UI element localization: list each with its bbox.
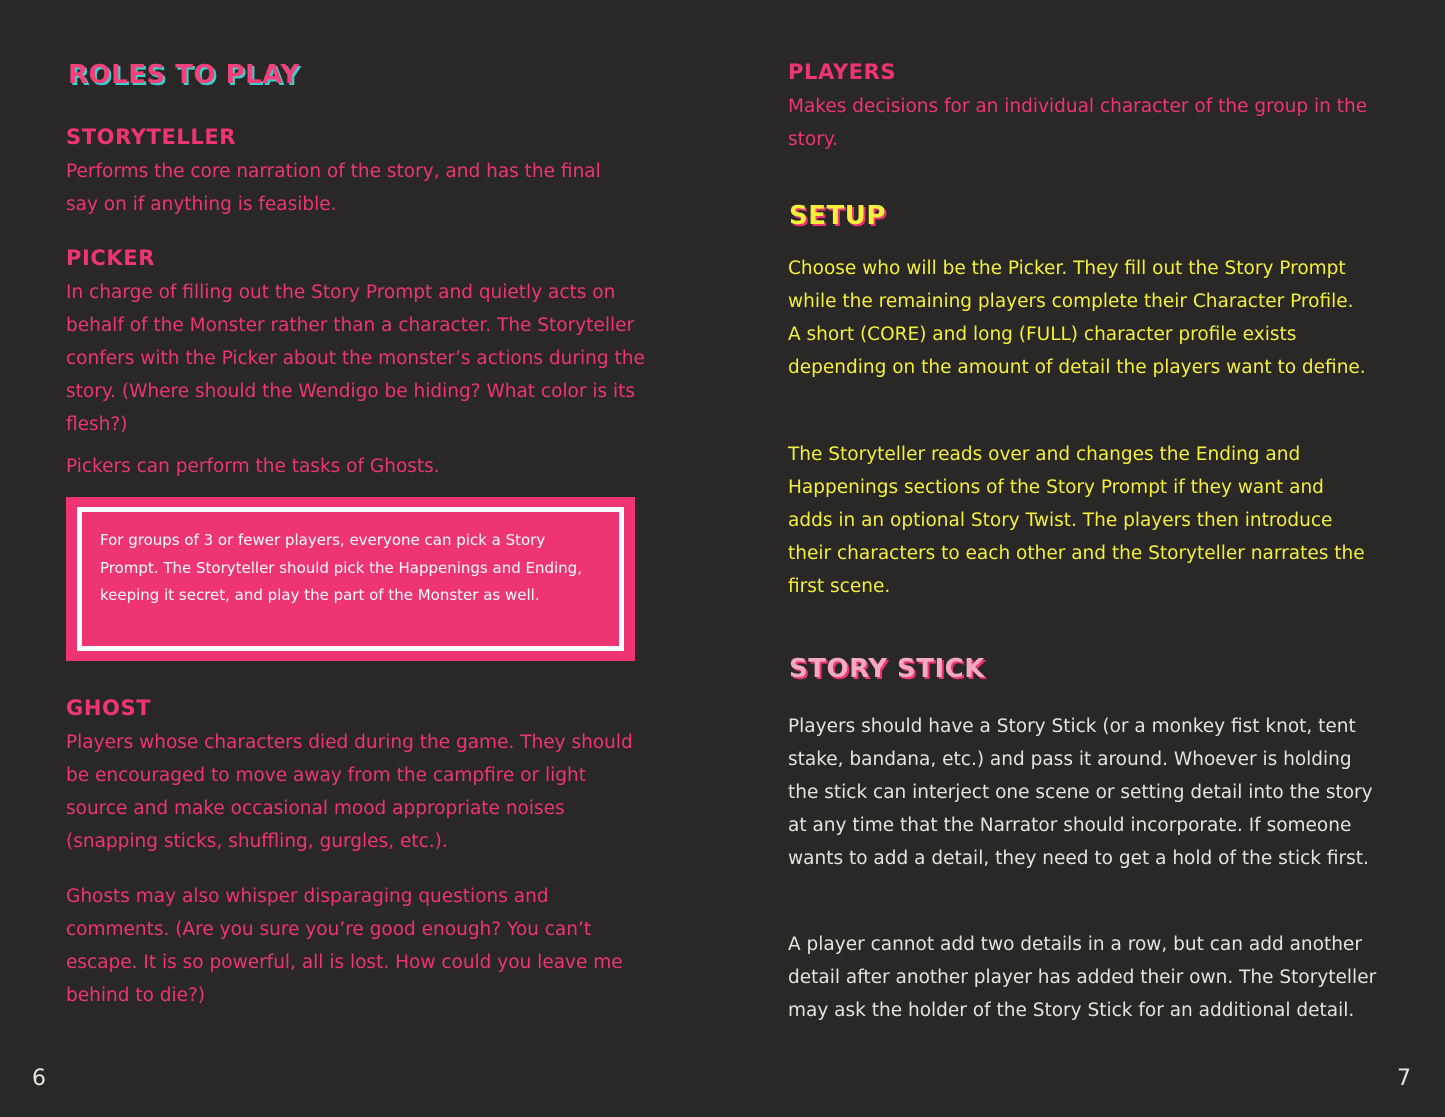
setup-text: Choose who will be the Picker. They fill out the Story Prompt while the remaining players complete their Character Profile. A short (CORE) and long (FULL) character profile exists depending on the amount of detail the players want to define. (788, 258, 1366, 378)
ghost-text-2: Ghosts may also whisper disparaging questions and comments. (Are you sure you’re good enough? You can’t escape. It is so powerful, all is lost. How could you leave me behind to die?) (66, 886, 623, 1006)
setup-title: SETUP (789, 201, 886, 231)
setup-text-2: The Storyteller reads over and changes the Ending and Happenings sections of the Story Prompt if they want and adds in an optional Story Twist. The players then introduce their characters to each other and the Storyteller narrates the first scene. (788, 444, 1365, 597)
story-stick-title: STORY STICK (789, 654, 985, 684)
players-text: Makes decisions for an individual character of the group in the story. (788, 96, 1368, 150)
storyteller-text: Performs the core narration of the story, and has the final say on if anything is feasible. (66, 161, 601, 215)
picker-text: In charge of filling out the Story Prompt and quietly acts on behalf of the Monster rather than a character. The Storyteller confers with the Picker about the monster’s actions during the story. (Where should the Wendigo be hiding? What color is its flesh?) (66, 282, 645, 435)
roles-title: ROLES TO PLAY (68, 60, 300, 90)
callout-text: For groups of 3 or fewer players, everyone can pick a Story Prompt. The Storyteller should pick the Happenings and Ending, keeping it secret, and play the part of the Monster as well. (100, 531, 582, 604)
ghost-heading: GHOST (66, 696, 152, 720)
picker-text-2: Pickers can perform the tasks of Ghosts. (66, 456, 440, 477)
storyteller-heading: STORYTELLER (66, 125, 237, 149)
page-number-left: 6 (32, 1066, 46, 1091)
story-stick-text: Players should have a Story Stick (or a monkey fist knot, tent stake, bandana, etc.) and pass it around. Whoever is holding the stick can interject one scene or setting detail into the story at any time that the Narrator should incorporate. If someone wants to add a detail, they need to get a hold of the stick first. (788, 716, 1373, 869)
picker-heading: PICKER (66, 246, 156, 270)
callout-border (77, 507, 624, 651)
callout-box (66, 497, 635, 661)
players-heading: PLAYERS (788, 60, 897, 84)
story-stick-text-2: A player cannot add two details in a row, but can add another detail after another player has added their own. The Storyteller may ask the holder of the Story Stick for an additional detail. (788, 934, 1377, 1021)
ghost-text: Players whose characters died during the game. They should be encouraged to move away from the campfire or light source and make occasional mood appropriate noises (snapping sticks, shuffling, gurgles, etc.). (66, 732, 633, 852)
page-number-right: 7 (1397, 1066, 1411, 1091)
